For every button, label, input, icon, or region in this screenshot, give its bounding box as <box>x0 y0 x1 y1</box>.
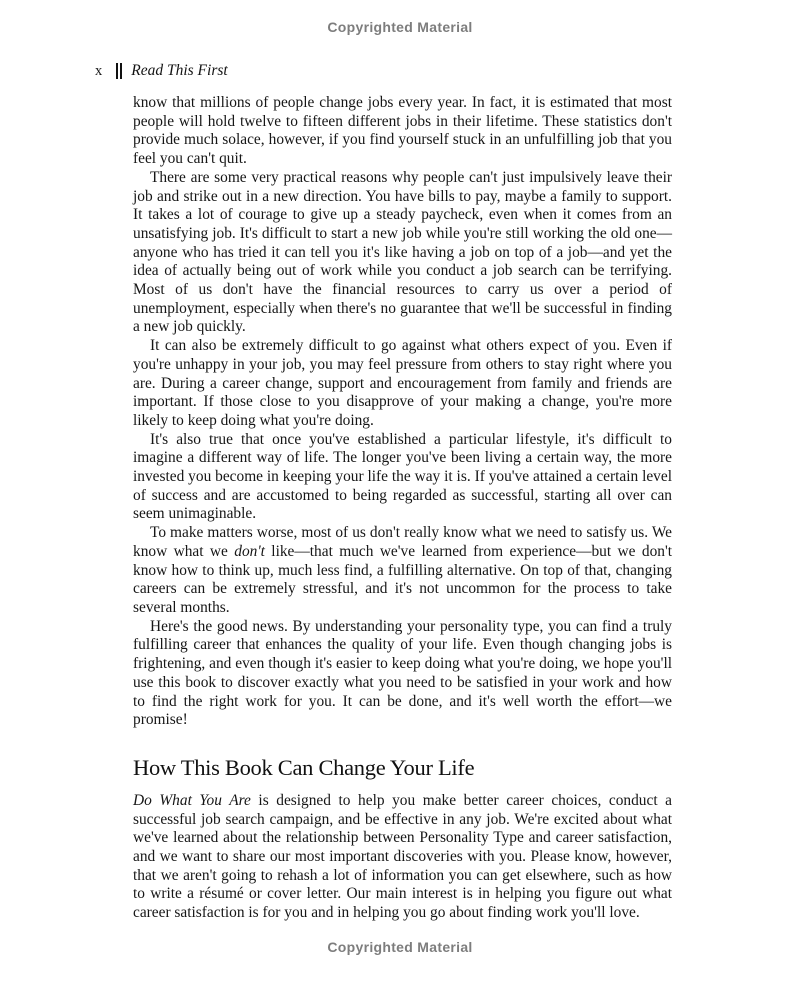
paragraph: It can also be extremely difficult to go against what others expect of you. Even if you're unhappy in your job, you may feel pressure from others to stay right where you are. During a career change, support and encouragement from family and friends are important. If those close to you disapprove of your making a change, you're more likely to keep doing what you're doing. <box>133 337 672 429</box>
paragraph: Do What You Are is designed to help you make better career choices, conduct a successful job search campaign, and be effective in any job. We're excited about what we've learned about the relationship between Personality Type and career satisfaction, and we want to share our most important discoveries with you. Please know, however, that we aren't going to rehash a lot of information you can get elsewhere, such as how to write a résumé or cover letter. Our main interest is in helping you figure out what career satisfaction is for you and in helping you go about finding work you'll love. <box>133 791 672 922</box>
paragraph: To make matters worse, most of us don't really know what we need to satisfy us. We know what we don't like—that much we've learned from experience—but we don't know how to think up, much less find, a fulfilling alternative. On top of that, changing careers can be extremely stressful, and it's not uncommon for the process to take several months. <box>133 524 673 616</box>
body-text <box>133 94 672 923</box>
page-number: x <box>95 62 103 79</box>
double-bar-icon <box>116 63 122 79</box>
running-header <box>95 62 228 80</box>
copyright-notice-bottom: Copyrighted Material <box>327 939 473 955</box>
paragraph: Here's the good news. By understanding your personality type, you can find a truly fulfilling career that enhances the quality of your life. Even though changing jobs is frightening, and even though it's easier to keep doing what you're doing, we hope you'll use this book to discover exactly what you need to be satisfied in your work and how to find the right work for you. It can be done, and it's well worth the effort—we promise! <box>133 617 672 729</box>
chapter-title: Read This First <box>131 62 228 79</box>
copyright-notice-top: Copyrighted Material <box>327 19 473 35</box>
section-heading: How This Book Can Change Your Life <box>133 754 475 780</box>
paragraph: There are some very practical reasons why people can't just impulsively leave their job and strike out in a new direction. You have bills to pay, maybe a family to support. It takes a lot of courage to give up a steady paycheck, even when it comes from an unsatisfying job. It's difficult to start a new job while you're still working the old one—anyone who has tried it can tell you it's like having a job on top of a job—and yet the idea of actually being out of work while you conduct a job search can be terrifying. Most of us don't have the financial resources to carry us over a period of unemployment, especially when there's no guarantee that we'll be successful in finding a new job quickly. <box>133 168 672 336</box>
paragraph: It's also true that once you've established a particular lifestyle, it's difficult to imagine a different way of life. The longer you've been living a certain way, the more invested you become in keeping your life the way it is. If you've attained a certain level of success and are accustomed to being regarded as successful, starting all over can seem unimaginable. <box>133 430 672 523</box>
paragraph: know that millions of people change jobs every year. In fact, it is estimated that most people will hold twelve to fifteen different jobs in their lifetime. These statistics don't provide much solace, however, if you find yourself stuck in an unfulfilling job that you feel you can't quit. <box>133 94 672 168</box>
